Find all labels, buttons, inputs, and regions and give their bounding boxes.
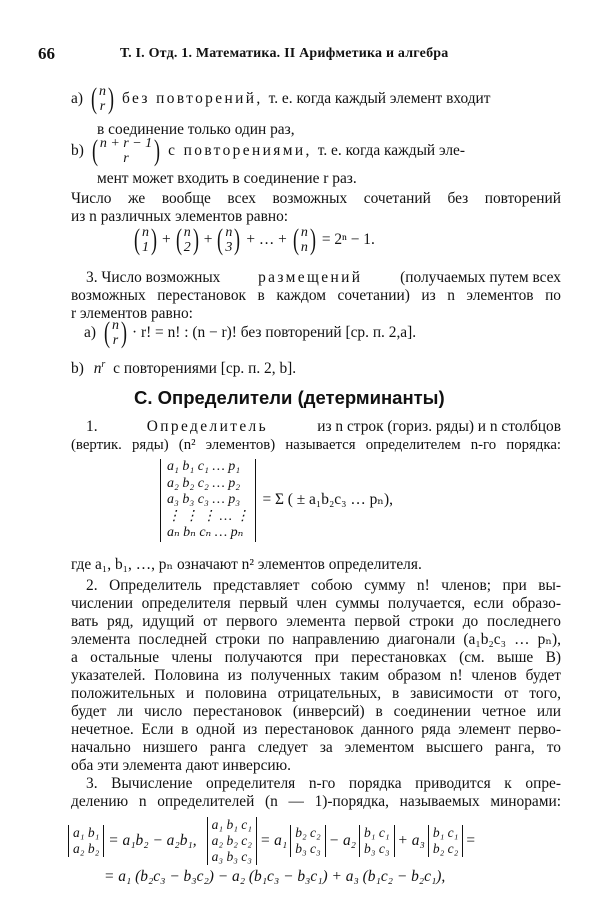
minor-plus-a3: + a₃: [397, 832, 425, 849]
p1-rest: из n строк (гориз. ряды) и n столбцов: [317, 418, 561, 435]
binom-top: n: [142, 225, 149, 240]
p2-line: будет ли число перестановок (инверсий) в соединении четное или: [71, 703, 561, 720]
determinant-p1-line2: (вертик. ряды) (n² элементов) называется определителем n-го порядка:: [71, 437, 561, 453]
arrangements-spaced: размещений: [258, 269, 363, 286]
determinant-formula: [160, 459, 393, 542]
arrangements-b-exp: r: [101, 359, 106, 370]
minor-eq-a1: = a₁: [259, 832, 288, 849]
arrangements-end: (получаемых путем всех: [400, 269, 561, 286]
det-row: aₙ bₙ cₙ … pₙ: [167, 525, 244, 540]
binom-top: n: [183, 225, 191, 240]
minor-3: [428, 825, 464, 857]
binom-top: n + r − 1: [99, 136, 153, 151]
binom-bottom: 3: [225, 240, 233, 255]
combination-b-spaced: с повторениями,: [168, 142, 312, 159]
binom-bottom: r: [112, 333, 119, 348]
det-row: ⋮ ⋮ ⋮ … ⋮: [167, 508, 250, 524]
p3-line: 3. Вычисление определителя n-го порядка приводится к опре-: [86, 775, 561, 792]
arrangements-start: 3. Число возможных: [86, 269, 221, 286]
minor-2: [359, 825, 395, 857]
p2-line: указателей. Половина из полученных таким образом n! членов будет: [71, 667, 561, 684]
combination-a-label: a): [71, 90, 83, 107]
arrangements-a-label: a): [84, 324, 96, 341]
combination-b-rest: т. е. когда каждый эле-: [317, 142, 465, 159]
binom-bottom: 1: [142, 240, 149, 255]
sum-line1: Число же вообще всех возможных сочетаний без повторений: [71, 190, 561, 207]
binom-top: n: [225, 225, 233, 240]
p1-spaced: Определитель: [146, 418, 269, 435]
binom-top: n: [300, 225, 308, 240]
determinant-matrix: [160, 459, 256, 542]
det-row: b₁ c₁: [364, 825, 390, 840]
determinant-p1-line1: [86, 418, 561, 436]
p2-line: элемента последней строки по направлению диагонали (a₁b₂c₃ … pₙ),: [71, 631, 561, 648]
binomial-n-r: ( n r ): [90, 82, 114, 115]
p2-line: положительных и половина отрицательных, в зависимости от того,: [71, 685, 561, 702]
p2-line: нечетное. Если в одной из перестановок данного ряда элемент перво-: [71, 721, 561, 738]
minors-expansion: = a₁ (b₂c₃ − b₃c₂) − a₂ (b₁c₃ − b₃c₁) + a₃ (b₁c₂ − b₂c₁),: [104, 868, 446, 885]
combination-a-spaced: без повторений,: [121, 90, 263, 107]
combination-b-line: [71, 136, 561, 166]
binom-bottom: n: [300, 240, 308, 255]
minor-1: [290, 825, 326, 857]
det2-value: = a₁b₂ − a₂b₁,: [108, 832, 197, 849]
p2-line: оба эти элемента дают инверсию.: [71, 757, 291, 774]
p2-line: а остальные члены получаются при перестановках (см. выше B): [71, 649, 561, 666]
p2-line: вать ряд, идущий от первого элемента первой строки до последнего: [71, 613, 561, 630]
det-row: a₂ b₂: [73, 841, 100, 856]
binomial-term: ( n n ): [292, 223, 316, 256]
p1-number: 1.: [86, 418, 98, 435]
det-row: a₃ b₃ c₃ … p₃: [167, 492, 241, 507]
p2-line: числении определителя первый член суммы получается, если образо-: [71, 595, 561, 612]
minor-eq-end: =: [466, 832, 476, 849]
binomial-n-r: ( n r ): [103, 316, 127, 349]
det-row: a₁ b₁ c₁ … p₁: [167, 459, 241, 474]
det-row: a₂ b₂ c₂: [211, 833, 252, 848]
combination-b-label: b): [71, 142, 84, 159]
det-row: a₁ b₁ c₁: [211, 817, 252, 832]
binom-bottom: r: [123, 151, 129, 166]
combination-a-line2: в соединение только один раз,: [97, 121, 295, 138]
arrangements-line1: [86, 269, 561, 287]
det-row: b₂ c₂: [432, 841, 459, 856]
det-row: b₁ c₁: [432, 825, 459, 840]
arrangements-line2: возможных перестановок в каждом сочетании) из n элементов по: [71, 287, 561, 304]
binom-bottom: 2: [183, 240, 191, 255]
combination-b-line2: мент может входить в соединение r раз.: [97, 170, 357, 187]
formula-result: = 2ⁿ − 1.: [321, 231, 375, 248]
arrangements-a-formula: · r! = n! : (n − r)! без повторений [ср. п. 2,a].: [131, 324, 417, 341]
det-row: a₂ b₂ c₂ … p₂: [167, 475, 241, 491]
p2-line: начально низшего ранга следует за элементом высшего ранга, то: [71, 739, 561, 756]
binom-top: n: [111, 318, 119, 333]
arrangements-b-line: [71, 356, 296, 378]
binomial-term: ( n 1 ): [134, 223, 157, 256]
det-row: b₃ c₃: [295, 841, 321, 856]
det-row: b₃ c₃: [364, 841, 390, 856]
binomial-term: ( n 3 ): [217, 223, 241, 256]
arrangements-b-base: n: [93, 360, 102, 377]
arrangements-b-label: b): [71, 360, 84, 377]
page-number: 66: [38, 44, 55, 63]
binomial-sum-formula: ( n 1 ) + ( n 2 ) + ( n 3 ) + … + ( n n ) = 2ⁿ − 1.: [134, 223, 375, 256]
p2-line: 2. Определитель представляет собою сумму n! членов; при вы-: [86, 577, 561, 594]
formula-dots: + … +: [246, 231, 287, 248]
determinant-sum: = Σ ( ± a₁b₂c₃ … pₙ),: [262, 491, 393, 509]
det-row: a₁ b₁: [73, 825, 100, 840]
binomial-n-plus-r: ( n + r − 1 r ): [91, 134, 161, 167]
combination-a-rest: т. е. когда каждый элемент входит: [268, 90, 491, 107]
binom-bottom: r: [99, 99, 106, 114]
combination-a-line: [71, 84, 561, 114]
section-heading: C. Определители (детерминанты): [134, 387, 445, 408]
running-title: Т. I. Отд. 1. Математика. II Арифметика и алгебра: [120, 46, 449, 61]
sum-line2: из n различных элементов равно:: [71, 208, 289, 225]
minors-formula: [68, 817, 475, 865]
det-row: a₃ b₃ c₃: [211, 849, 252, 864]
arrangements-a-line: [84, 318, 416, 348]
det2: [68, 825, 104, 857]
minor-minus-a2: − a₂: [328, 832, 357, 849]
arrangements-b-text: с повторениями [ср. п. 2, b].: [113, 360, 297, 377]
det-row: b₂ c₂: [295, 825, 321, 840]
arrangements-line3: r элементов равно:: [71, 305, 193, 322]
binom-top: n: [98, 84, 106, 99]
binomial-term: ( n 2 ): [175, 223, 199, 256]
p3-line: делению n определителей (n — 1)-порядка, называемых минорами:: [71, 793, 561, 810]
det3: [207, 817, 257, 865]
where-line: где a₁, b₁, …, pₙ означают n² элементов определителя.: [71, 556, 422, 573]
